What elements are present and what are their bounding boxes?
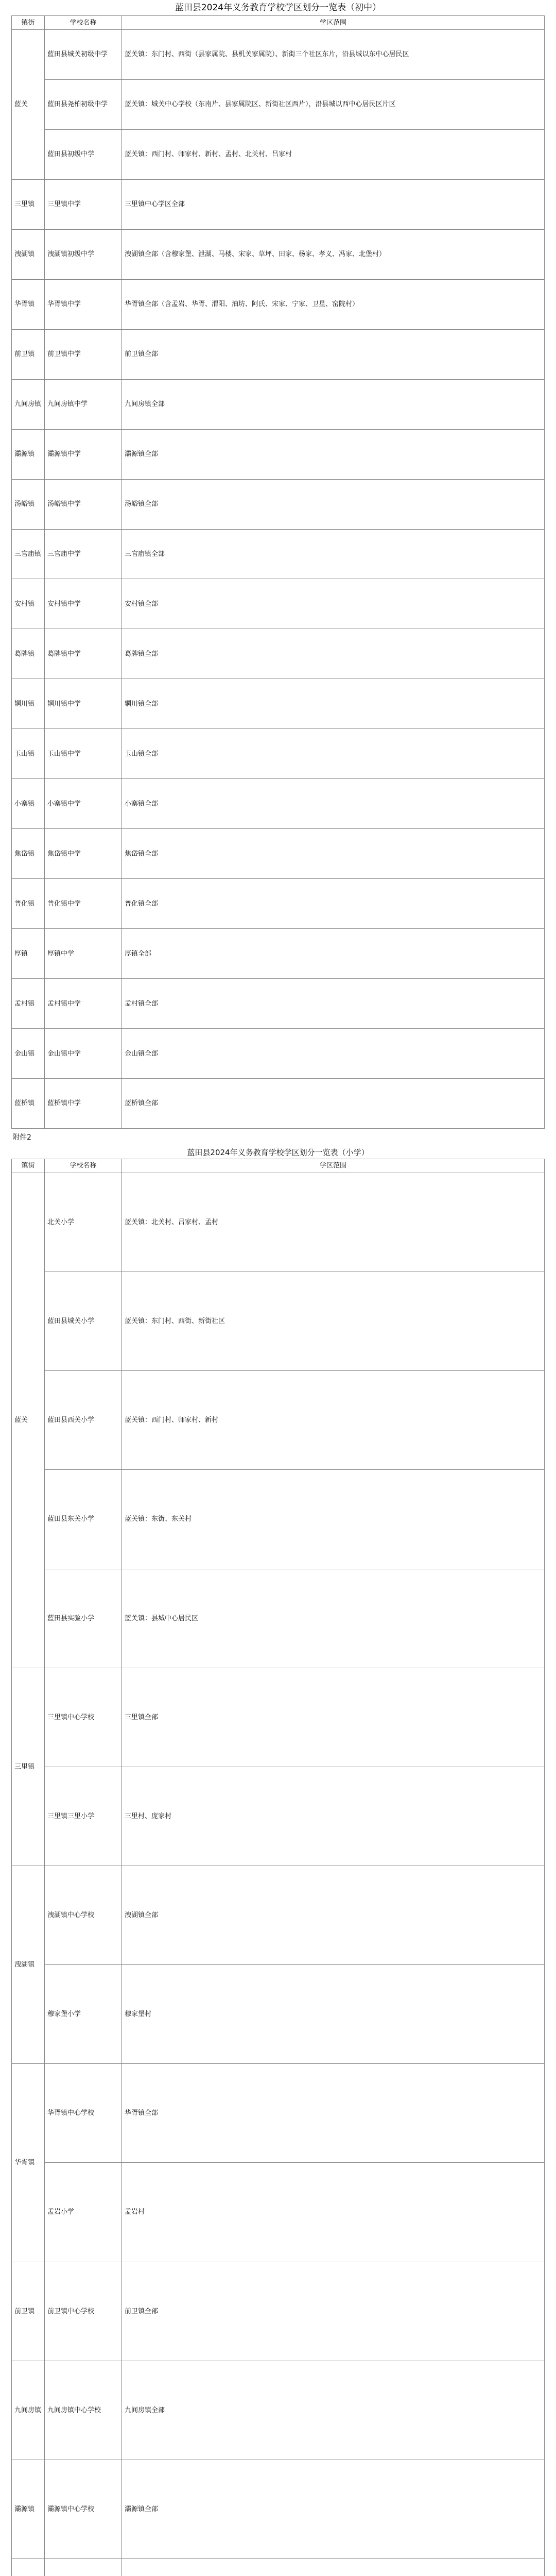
school-cell: 九间房镇中心学校	[45, 2361, 122, 2460]
area-cell: 安村镇全部	[122, 579, 545, 629]
table-row	[12, 829, 545, 879]
school-cell: 蓝田县城关小学	[45, 1272, 122, 1371]
table-row	[12, 229, 545, 279]
school-cell: 北关小学	[45, 1173, 122, 1272]
school-cell: 三里镇中心学校	[45, 1668, 122, 1767]
school-cell: 华胥镇中心学校	[45, 2064, 122, 2163]
area-cell: 蓝关镇：东门村、西街（县家属院、县机关家属院）、新街三个社区东片，沿县城以东中心居民区	[122, 30, 545, 80]
primary-title: 蓝田县2024年义务教育学校学区划分一览表（小学）	[187, 1147, 369, 1157]
school-cell: 前卫镇中学	[45, 329, 122, 379]
table-row	[12, 1965, 545, 2064]
table-row	[12, 1371, 545, 1470]
town-cell: 安村镇	[12, 579, 45, 629]
town-cell: 三官庙镇	[12, 529, 45, 579]
table-row	[12, 1767, 545, 1866]
junior-district-table	[11, 15, 545, 1129]
header-school: 学校名称	[45, 16, 122, 30]
town-cell: 蓝桥镇	[12, 1079, 45, 1129]
town-cell: 蓝关	[12, 1173, 45, 1668]
area-cell: 灞源镇全部	[122, 429, 545, 479]
table-row	[12, 1029, 545, 1079]
town-cell: 蓝关	[12, 30, 45, 180]
town-cell: 华胥镇	[12, 279, 45, 329]
school-cell: 孟岩小学	[45, 2163, 122, 2262]
header-area: 学区范围	[122, 16, 545, 30]
table-row	[12, 729, 545, 779]
school-cell: 前卫镇中心学校	[45, 2262, 122, 2361]
town-cell: 小寨镇	[12, 779, 45, 829]
school-cell: 厚镇中学	[45, 929, 122, 979]
table-row	[12, 1668, 545, 1767]
town-cell: 孟村镇	[12, 979, 45, 1029]
school-cell: 孟村镇中学	[45, 979, 122, 1029]
school-cell: 穆家堡小学	[45, 1965, 122, 2064]
school-cell: 安村镇中学	[45, 579, 122, 629]
table-row	[12, 529, 545, 579]
school-cell: 焦岱镇中学	[45, 829, 122, 879]
area-cell: 焦岱镇全部	[122, 829, 545, 879]
table-row	[12, 1866, 545, 1964]
school-cell: 华胥镇中学	[45, 279, 122, 329]
town-cell: 焦岱镇	[12, 829, 45, 879]
area-cell: 普化镇全部	[122, 879, 545, 929]
table-row	[12, 1173, 545, 1272]
primary-district-table	[11, 1159, 545, 2576]
area-cell: 蓝关镇：东门村、西街、新街社区	[122, 1272, 545, 1371]
table-row	[12, 79, 545, 129]
table-row	[12, 1272, 545, 1371]
area-cell: 厚镇全部	[122, 929, 545, 979]
town-cell	[12, 2558, 45, 2576]
area-cell: 洩湖镇全部（含穆家堡、泄湖、马楼、宋家、草坪、田家、杨家、孝义、冯家、北堡村）	[122, 229, 545, 279]
area-cell: 灞源镇全部	[122, 2460, 545, 2558]
table-row	[12, 1079, 545, 1129]
area-cell: 蓝关镇：城关中心学校（东南片、县家属院区、新街社区西片），沿县城以西中心居民区片区	[122, 79, 545, 129]
header-town: 镇街	[12, 1159, 45, 1173]
table-row	[12, 1569, 545, 1668]
town-cell: 九间房镇	[12, 2361, 45, 2460]
school-cell: 金山镇中学	[45, 1029, 122, 1079]
area-cell: 蓝关镇：西门村、师家村、新村、孟村、北关村、吕家村	[122, 129, 545, 179]
school-cell: 洩湖镇初级中学	[45, 229, 122, 279]
school-cell: 三里镇中学	[45, 179, 122, 229]
table-row	[12, 979, 545, 1029]
area-cell: 穆家堡村	[122, 1965, 545, 2064]
table-row	[12, 2460, 545, 2558]
table-row	[12, 279, 545, 329]
area-cell: 洩湖镇全部	[122, 1866, 545, 1964]
table-row	[12, 2558, 545, 2576]
area-cell: 前卫镇全部	[122, 2262, 545, 2361]
area-cell: 玉山镇全部	[122, 729, 545, 779]
header-area: 学区范围	[122, 1159, 545, 1173]
town-cell: 灞源镇	[12, 429, 45, 479]
school-cell: 蓝田县西关小学	[45, 1371, 122, 1470]
school-cell	[45, 2558, 122, 2576]
header-school: 学校名称	[45, 1159, 122, 1173]
school-cell: 灞源镇中心学校	[45, 2460, 122, 2558]
table-row	[12, 129, 545, 179]
area-cell: 三官庙镇全部	[122, 529, 545, 579]
area-cell: 三里镇中心学区全部	[122, 179, 545, 229]
town-cell: 玉山镇	[12, 729, 45, 779]
area-cell: 蓝关镇：北关村、吕家村、孟村	[122, 1173, 545, 1272]
area-cell: 蓝关镇：东街、东关村	[122, 1470, 545, 1569]
table-row	[12, 579, 545, 629]
table-row	[12, 2064, 545, 2163]
school-cell: 三官庙中学	[45, 529, 122, 579]
town-cell: 三里镇	[12, 179, 45, 229]
school-cell: 玉山镇中学	[45, 729, 122, 779]
town-cell: 灞源镇	[12, 2460, 45, 2558]
town-cell: 金山镇	[12, 1029, 45, 1079]
area-cell: 三里村、庞家村	[122, 1767, 545, 1866]
school-cell: 汤峪镇中学	[45, 479, 122, 529]
town-cell: 厚镇	[12, 929, 45, 979]
table-row	[12, 479, 545, 529]
table-row	[12, 879, 545, 929]
area-cell	[122, 2558, 545, 2576]
table-row	[12, 179, 545, 229]
school-cell: 蓝田县尧柏初级中学	[45, 79, 122, 129]
table-row	[12, 329, 545, 379]
town-cell: 葛牌镇	[12, 629, 45, 679]
town-cell: 洩湖镇	[12, 229, 45, 279]
table-row	[12, 779, 545, 829]
junior-header-row	[12, 16, 545, 30]
area-cell: 三里镇全部	[122, 1668, 545, 1767]
school-cell: 蓝田县东关小学	[45, 1470, 122, 1569]
town-cell: 前卫镇	[12, 2262, 45, 2361]
table-row	[12, 679, 545, 729]
area-cell: 辋川镇全部	[122, 679, 545, 729]
school-cell: 葛牌镇中学	[45, 629, 122, 679]
area-cell: 蓝桥镇全部	[122, 1079, 545, 1129]
town-cell: 前卫镇	[12, 329, 45, 379]
town-cell: 三里镇	[12, 1668, 45, 1866]
town-cell: 汤峪镇	[12, 479, 45, 529]
table-row	[12, 2361, 545, 2460]
school-cell: 九间房镇中学	[45, 379, 122, 429]
area-cell: 九间房镇全部	[122, 379, 545, 429]
table-row	[12, 929, 545, 979]
area-cell: 小寨镇全部	[122, 779, 545, 829]
school-cell: 蓝桥镇中学	[45, 1079, 122, 1129]
town-cell: 九间房镇	[12, 379, 45, 429]
table-row	[12, 2163, 545, 2262]
header-town: 镇街	[12, 16, 45, 30]
town-cell: 普化镇	[12, 879, 45, 929]
area-cell: 汤峪镇全部	[122, 479, 545, 529]
school-cell: 蓝田县城关初级中学	[45, 30, 122, 80]
area-cell: 华胥镇全部（含孟岩、华胥、渭阳、油坊、阿氏、宋家、宁家、卫星、窑院村）	[122, 279, 545, 329]
area-cell: 蓝关镇：西门村、师家村、新村	[122, 1371, 545, 1470]
table-row	[12, 30, 545, 80]
town-cell: 辋川镇	[12, 679, 45, 729]
table-row	[12, 1470, 545, 1569]
school-cell: 灞源镇中学	[45, 429, 122, 479]
school-cell: 普化镇中学	[45, 879, 122, 929]
junior-title: 蓝田县2024年义务教育学校学区划分一览表（初中）	[175, 3, 381, 13]
table-row	[12, 629, 545, 679]
area-cell: 孟岩村	[122, 2163, 545, 2262]
area-cell: 孟村镇全部	[122, 979, 545, 1029]
area-cell: 前卫镇全部	[122, 329, 545, 379]
table-row	[12, 379, 545, 429]
school-cell: 洩湖镇中心学校	[45, 1866, 122, 1964]
primary-header-row	[12, 1159, 545, 1173]
school-cell: 蓝田县初级中学	[45, 129, 122, 179]
school-cell: 蓝田县实验小学	[45, 1569, 122, 1668]
town-cell: 华胥镇	[12, 2064, 45, 2262]
table-row	[12, 2262, 545, 2361]
area-cell: 葛牌镇全部	[122, 629, 545, 679]
school-cell: 小寨镇中学	[45, 779, 122, 829]
school-cell: 三里镇三里小学	[45, 1767, 122, 1866]
area-cell: 九间房镇全部	[122, 2361, 545, 2460]
school-cell: 辋川镇中学	[45, 679, 122, 729]
town-cell: 洩湖镇	[12, 1866, 45, 2063]
area-cell: 华胥镇全部	[122, 2064, 545, 2163]
table-row	[12, 429, 545, 479]
area-cell: 金山镇全部	[122, 1029, 545, 1079]
appendix-label: 附件2	[12, 1133, 31, 1142]
area-cell: 蓝关镇：县城中心居民区	[122, 1569, 545, 1668]
